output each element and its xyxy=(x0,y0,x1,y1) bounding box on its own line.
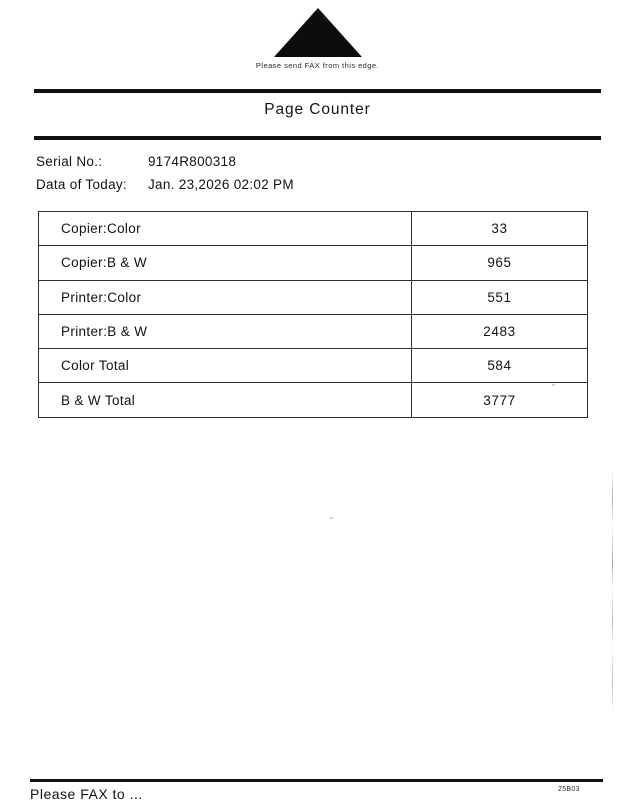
scan-speck-artifact xyxy=(330,517,333,519)
black-triangle-logo-icon xyxy=(274,8,362,57)
date-label: Data of Today: xyxy=(36,177,128,192)
counter-value: 33 xyxy=(412,212,588,246)
counter-label: Copier:B & W xyxy=(39,246,412,280)
date-value: Jan. 23,2026 02:02 PM xyxy=(148,177,294,192)
page-counter-table xyxy=(38,211,588,418)
scan-streak-artifact xyxy=(612,470,613,715)
counter-label: Printer:B & W xyxy=(39,314,412,348)
table-row xyxy=(39,212,588,246)
table-row xyxy=(39,314,588,348)
date-row xyxy=(36,173,294,196)
table-row xyxy=(39,349,588,383)
footer-rule xyxy=(30,779,603,782)
footer-fax-text: Please FAX to ... xyxy=(30,786,143,802)
table-row xyxy=(39,246,588,280)
table-row xyxy=(39,280,588,314)
counter-value: 584 xyxy=(412,349,588,383)
serial-value: 9174R800318 xyxy=(148,154,237,169)
title-rule-top xyxy=(34,89,601,93)
scan-speck-artifact xyxy=(552,384,555,386)
fax-header xyxy=(0,8,635,70)
counter-value: 2483 xyxy=(412,314,588,348)
footer-code: 25B03 xyxy=(558,786,580,793)
counter-label: Printer:Color xyxy=(39,280,412,314)
counter-label: B & W Total xyxy=(39,383,412,417)
serial-row xyxy=(36,150,294,173)
counter-label: Copier:Color xyxy=(39,212,412,246)
table-row xyxy=(39,383,588,417)
counter-value: 551 xyxy=(412,280,588,314)
page-title: Page Counter xyxy=(264,101,371,118)
counter-value: 3777 xyxy=(412,383,588,417)
counter-value: 965 xyxy=(412,246,588,280)
counter-label: Color Total xyxy=(39,349,412,383)
serial-label: Serial No.: xyxy=(36,154,103,169)
title-rule-bottom xyxy=(34,136,601,140)
document-meta xyxy=(36,150,294,196)
fax-edge-caption: Please send FAX from this edge. xyxy=(255,61,380,70)
